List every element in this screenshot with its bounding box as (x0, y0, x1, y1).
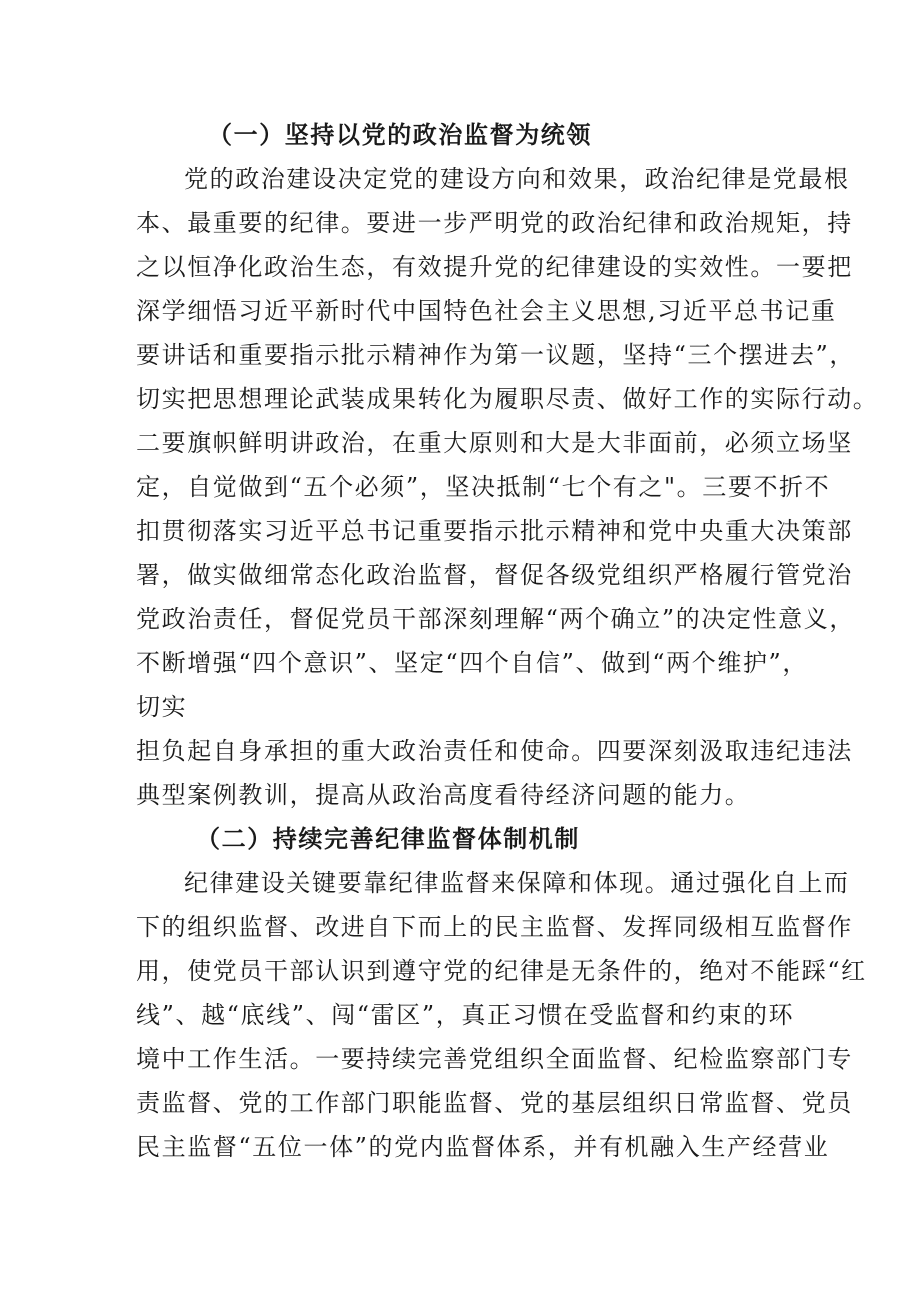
paragraph-line: 深学细悟习近平新时代中国特色社会主义思想,习近平总书记重 (136, 297, 837, 325)
paragraph-line: 用，使党员干部认识到遵守党的纪律是无条件的，绝对不能踩“红 (136, 957, 867, 985)
paragraph-line: 扣贯彻落实习近平总书记重要指示批示精神和党中央重大决策部 (136, 517, 853, 545)
paragraph-line: 切实 (136, 693, 188, 721)
section-heading-1: （一）坚持以党的政治监督为统领 (208, 120, 592, 149)
paragraph-line: 责监督、党的工作部门职能监督、党的基层组织日常监督、党员 (136, 1089, 853, 1117)
paragraph-line: 二要旗帜鲜明讲政治，在重大原则和大是大非面前，必须立场坚 (136, 429, 853, 457)
paragraph-line: 党政治责任，督促党员干部深刻理解“两个确立”的决定性意义， (136, 605, 855, 633)
paragraph-line: 下的组织监督、改进自下而上的民主监督、发挥同级相互监督作 (136, 913, 853, 941)
paragraph-line: 不断增强“四个意识”、坚定“四个自信”、做到“两个维护”， (136, 649, 809, 677)
paragraph-line: 署，做实做细常态化政治监督，督促各级党组织严格履行管党治 (136, 561, 853, 589)
paragraph-line: 担负起自身承担的重大政治责任和使命。四要深刻汲取违纪违法 (136, 737, 853, 765)
paragraph-line: 本、最重要的纪律。要进一步严明党的政治纪律和政治规矩，持 (136, 209, 853, 237)
paragraph-line: 典型案例教训，提高从政治高度看待经济问题的能力。 (136, 781, 751, 809)
paragraph-line: 之以恒净化政治生态，有效提升党的纪律建设的实效性。一要把 (136, 253, 853, 281)
paragraph-line: 纪律建设关键要靠纪律监督来保障和体现。通过强化自上而 (184, 869, 850, 897)
paragraph-line: 线”、越“底线”、闯“雷区”，真正习惯在受监督和约束的环 (136, 1001, 795, 1029)
paragraph-line: 民主监督“五位一体”的党内监督体系，并有机融入生产经营业 (136, 1133, 830, 1161)
paragraph-line: 切实把思想理论武装成果转化为履职尽责、做好工作的实际行动。 (136, 385, 879, 413)
paragraph-line: 要讲话和重要指示批示精神作为第一议题，坚持“三个摆进去”， (136, 341, 855, 369)
paragraph-line: 境中工作生活。一要持续完善党组织全面监督、纪检监察部门专 (136, 1045, 853, 1073)
paragraph-line: 党的政治建设决定党的建设方向和效果，政治纪律是党最根 (184, 165, 850, 193)
paragraph-line: 定，自觉做到“五个必须”，坚决抵制“七个有之"。三要不折不 (136, 473, 831, 501)
section-heading-2: （二）持续完善纪律监督体制机制 (196, 824, 580, 853)
